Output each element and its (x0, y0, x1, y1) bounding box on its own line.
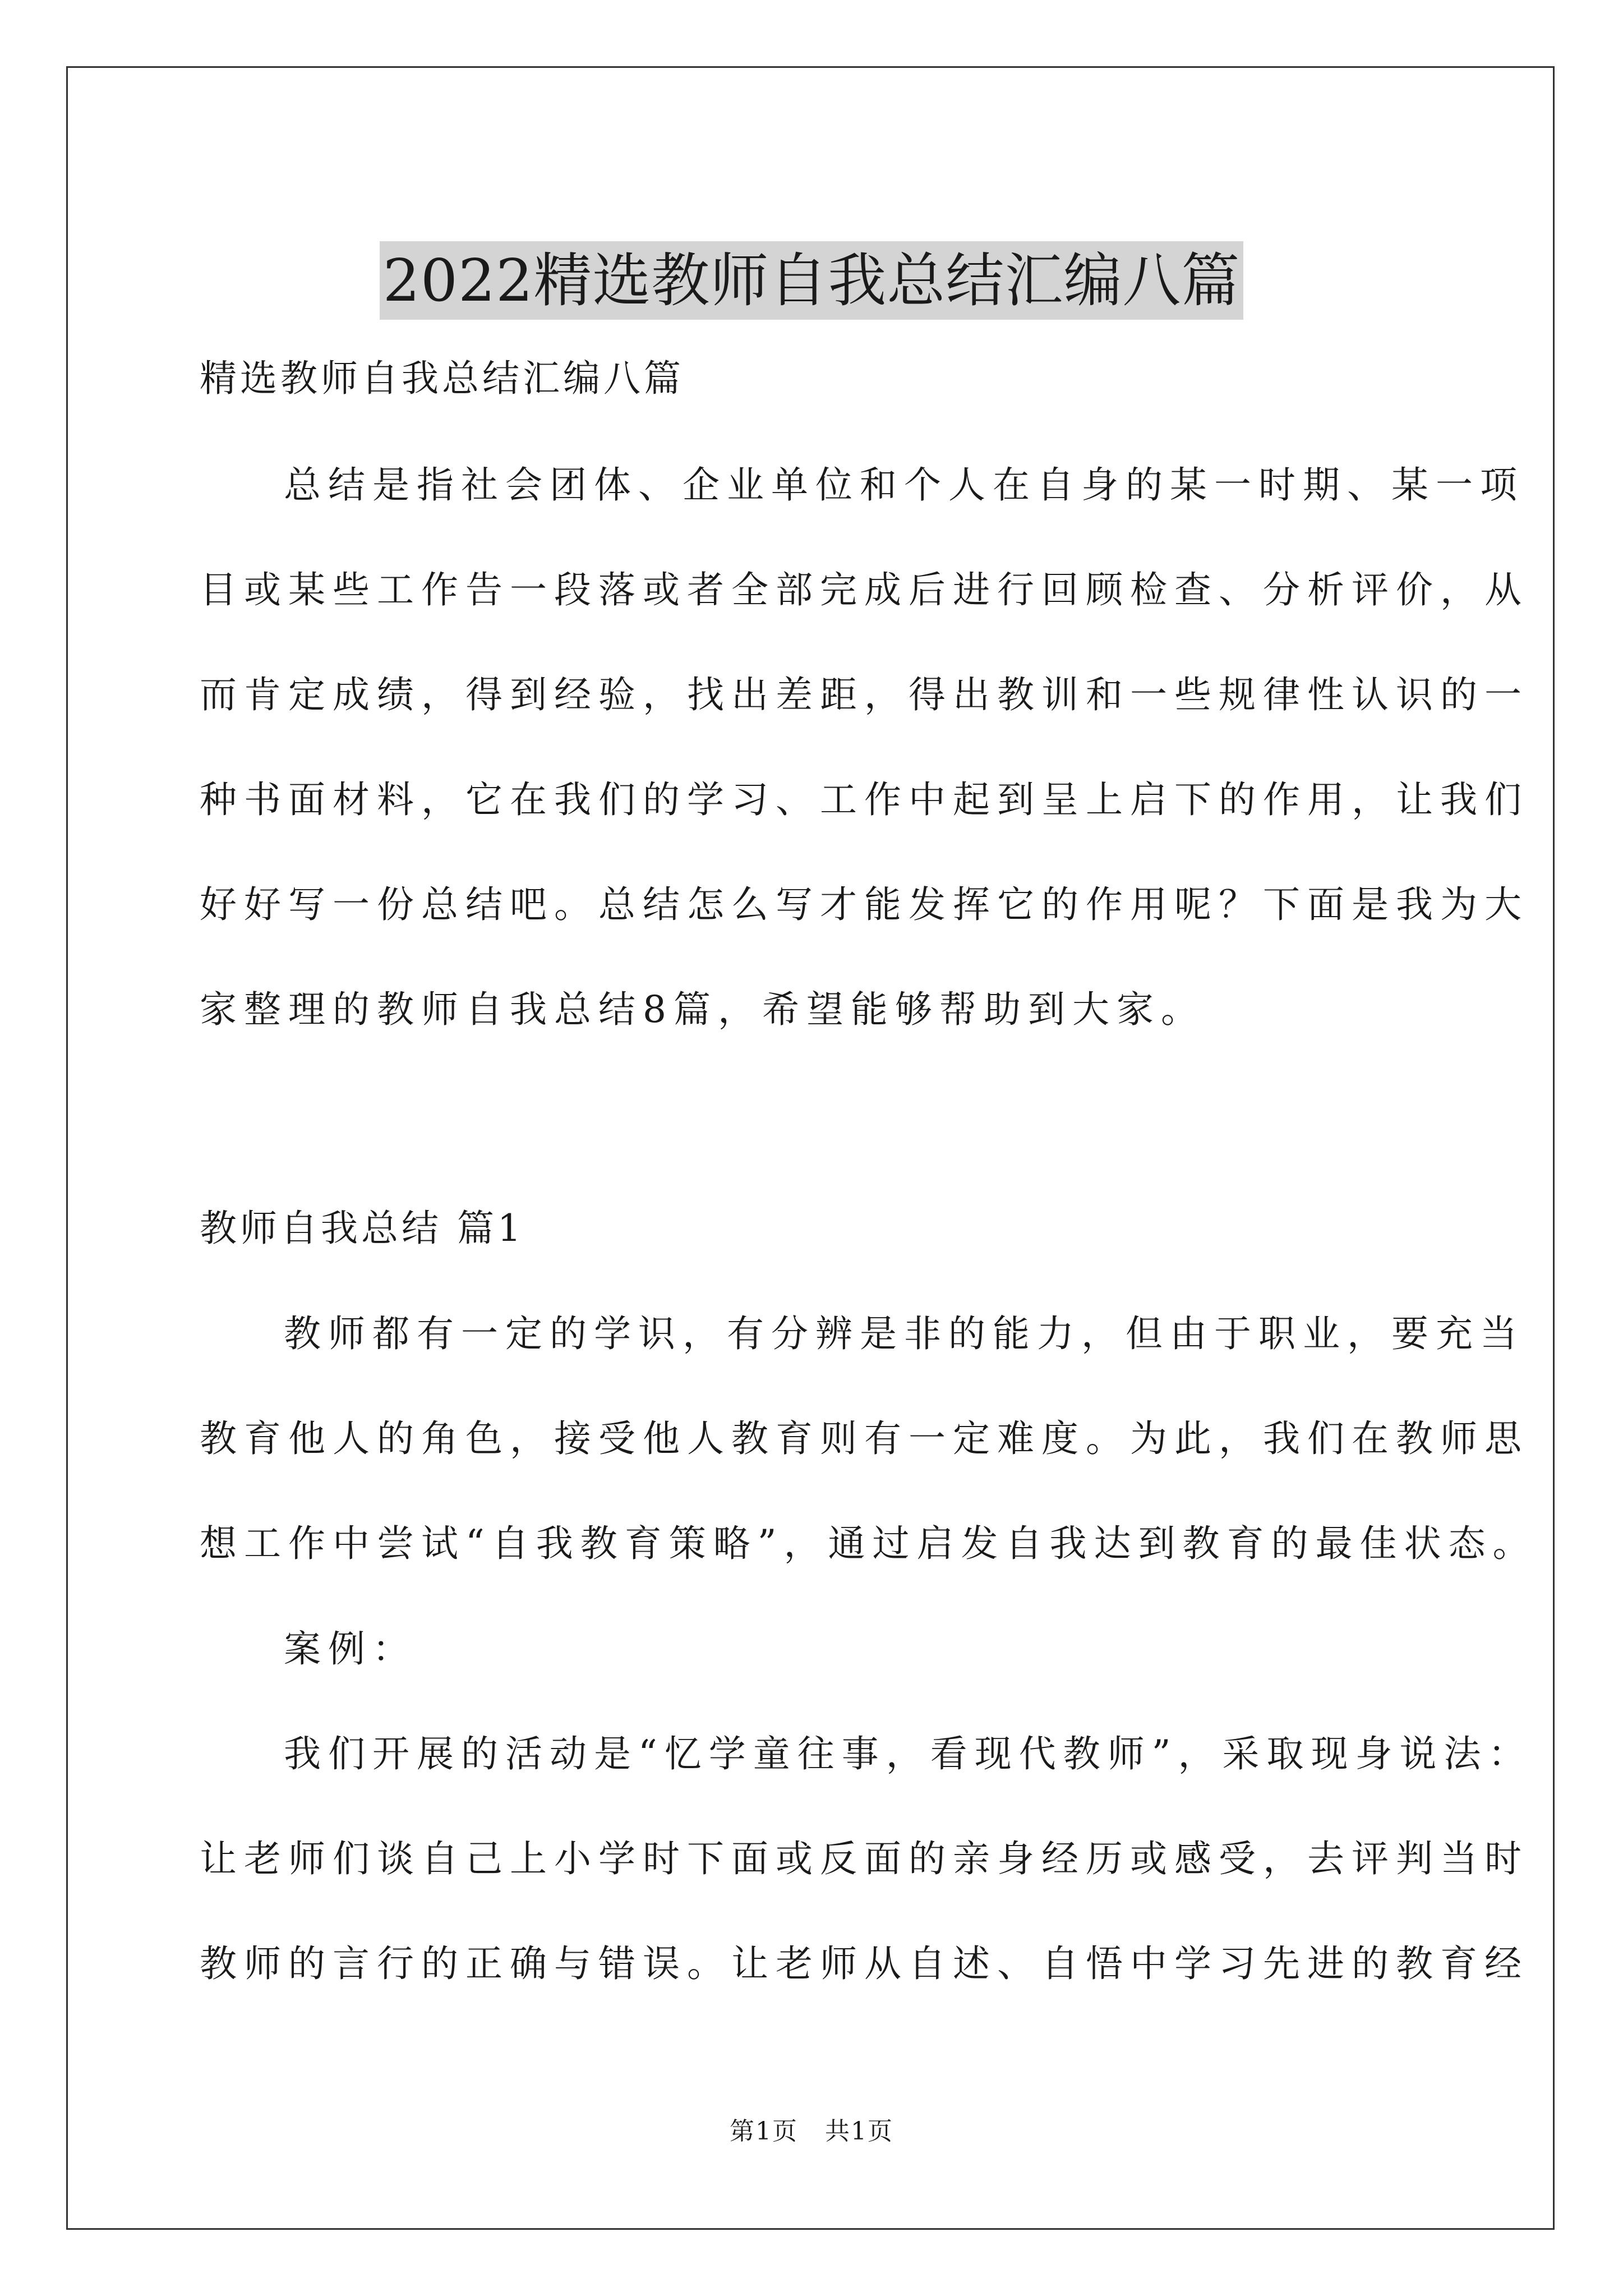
intro-line: 总结是指社会团体、企业单位和个人在自身的某一时期、某一项 (284, 463, 1524, 507)
page-footer (0, 2115, 1623, 2148)
document-subtitle: 精选教师自我总结汇编八篇 (200, 357, 684, 400)
page-number-total: 共1页 (824, 2117, 893, 2146)
intro-line: 家整理的教师自我总结8篇，希望能够帮助到大家。 (200, 988, 1205, 1031)
intro-line: 好好写一份总结吧。总结怎么写才能发挥它的作用呢？下面是我为大 (200, 883, 1529, 926)
intro-line: 而肯定成绩，得到经验，找出差距，得出教训和一些规律性认识的一 (200, 673, 1529, 716)
paragraph-line: 教师都有一定的学识，有分辨是非的能力，但由于职业，要充当 (284, 1312, 1524, 1355)
paragraph-line: 案例： (284, 1627, 417, 1671)
document-title: 2022精选教师自我总结汇编八篇 (380, 241, 1244, 320)
page-number-current: 第1页 (730, 2117, 799, 2146)
paragraph-line: 教师的言行的正确与错误。让老师从自述、自悟中学习先进的教育经 (200, 1942, 1529, 1985)
intro-line: 目或某些工作告一段落或者全部完成后进行回顾检查、分析评价，从 (200, 568, 1529, 611)
intro-line: 种书面材料，它在我们的学习、工作中起到呈上启下的作用，让我们 (200, 778, 1529, 821)
section-heading: 教师自我总结 篇1 (200, 1207, 524, 1250)
paragraph-line: 我们开展的活动是“忆学童往事，看现代教师”，采取现身说法： (284, 1732, 1533, 1775)
paragraph-line: 让老师们谈自己上小学时下面或反面的亲身经历或感受，去评判当时 (200, 1837, 1529, 1880)
title-container (0, 202, 1623, 358)
paragraph-line: 想工作中尝试“自我教育策略”，通过启发自我达到教育的最佳状态。 (200, 1522, 1537, 1565)
paragraph-line: 教育他人的角色，接受他人教育则有一定难度。为此，我们在教师思 (200, 1417, 1529, 1460)
